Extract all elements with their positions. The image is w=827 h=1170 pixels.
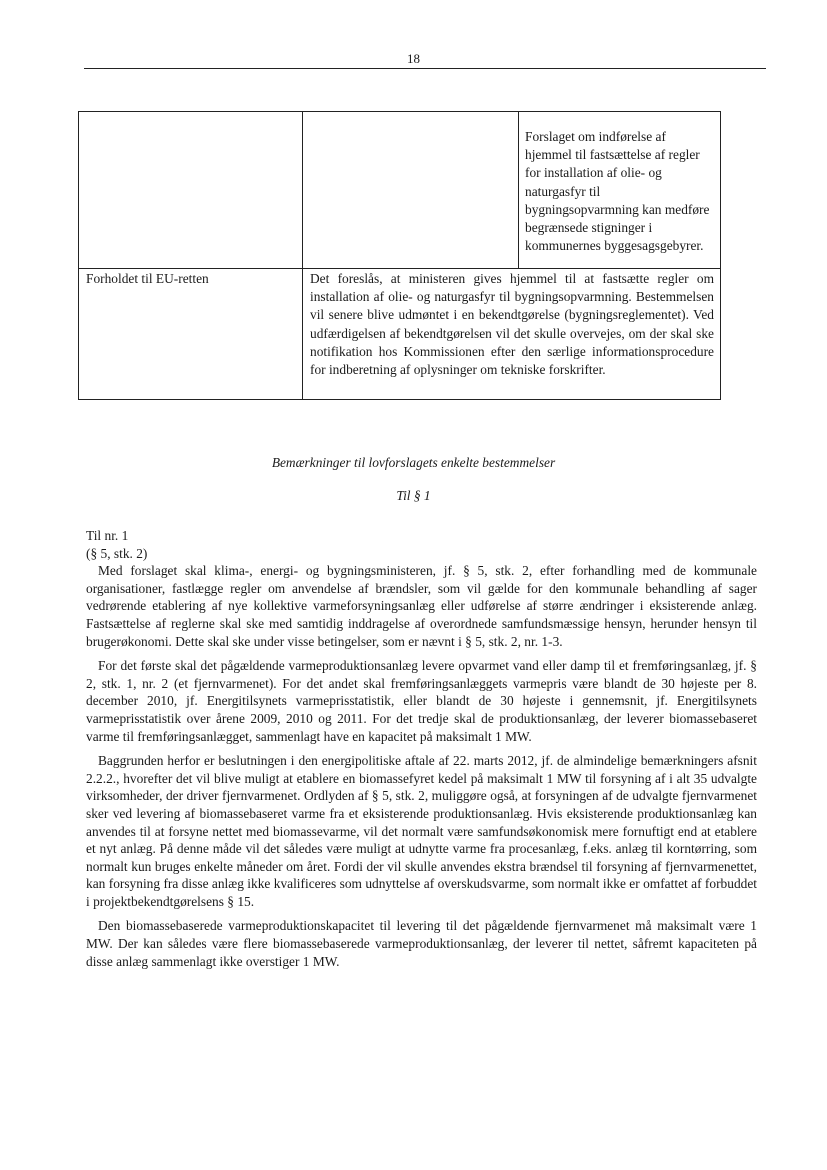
- table-cell: [303, 269, 721, 400]
- impact-table: [78, 111, 721, 400]
- cell-text-eu-law: Det foreslås, at ministeren gives hjemmel til at fastsætte regler om installation af olie- og naturgasfyr til bygningsopvarmning. Bestemmelsen vil senere blive udmøntet i en bekendtgørelse (bygningsreglementet). Ved udfærdigelsen af bekendtgørelsen vil det skulle overvejes, om der skal ske notifikation hos Kommissionen efter den særlige informationsprocedure for indberetning af oplysninger om tekniske forskrifter.: [310, 271, 714, 378]
- header-rule: [84, 68, 766, 69]
- paragraph: For det første skal det pågældende varmeproduktionsanlæg levere opvarmet vand eller damp til et fremføringsanlæg, jf. § 2, stk. 1, nr. 2 (et fjernvarmenet). For det andet skal fremføringsanlæggets varmepris være blandt de 30 højeste per 8. december 2010, jf. Energitilsynets varmeprisstatistik, eller blandt de 30 højeste i gennemsnit, jf. Energitilsynets varmeprisstatistik over årene 2009, 2010 og 2011. For det tredje skal de produktionsanlæg, der leverer biomassebaseret varme til fremføringsanlægget, sammenlagt have en kapacitet på maksimalt 1 MW.: [86, 658, 757, 744]
- paragraph: Baggrunden herfor er beslutningen i den energipolitiske aftale af 22. marts 2012, jf. de almindelige bemærkningers afsnit 2.2.2., hvorefter det vil blive muligt at etablere en biomassefyret kedel på maksimalt 1 MW til forsyning af i alt 35 udvalgte virksomheder, der driver fjernvarmenet. Ordlyden af § 5, stk. 2, muliggøre også, at forsyningen af de udvalgte fjernvarmenet sker ved levering af biomassebaseret varme fra et eksisterende produktionsanlæg. Hvis eksisterende produktionsanlæg kan anvendes til at forsyne nettet med biomassevarme, vil det normalt være samfundsøkonomisk mere fornuftigt end at etablere et nyt anlæg. På denne måde vil det således være muligt at udnytte varme fra procesanlæg, f.eks. anlæg til korntørring, som normalt kun bruges enkelte måneder om året. Fordi der vil skulle anvendes ekstra brændsel til forsyning af fjernvarmenettet, kan forsyning fra disse anlæg ikke kvalificeres som udnyttelse af overskudsvarme, som normalt ikke er omfattet af forbuddet i projektbekendtgørelsens § 15.: [86, 753, 757, 909]
- table-cell: [79, 112, 303, 269]
- paragraph: Med forslaget skal klima-, energi- og bygningsministeren, jf. § 5, stk. 2, efter forhandling med de kommunale organisationer, fastlægge regler om anvendelse af brændsler, som vil gælde for den kommunale behandling af sager vedrørende etablering af nye kollektive varmeforsyningsanlæg eller udførelse af større ændringer i eksisterende anlæg. Fastsættelse af reglerne skal ske med samtidig inddragelse af overordnede samfundsmæssige hensyn, herunder hensyn til brugerøkonomi. Dette skal ske under visse betingelser, som er nævnt i § 5, stk. 2, nr. 1-3.: [86, 563, 757, 649]
- item-reference: (§ 5, stk. 2): [86, 545, 148, 561]
- section-subtitle: Til § 1: [396, 488, 431, 503]
- cell-text-municipal-fees: Forslaget om indførelse af hjemmel til fastsættelse af regler for installation af olie- og naturgasfyr til bygningsopvarmning kan medføre begrænsede stigninger i kommunernes byggesagsgebyrer.: [525, 129, 710, 254]
- paragraph: Den biomassebaserede varmeproduktionskapacitet til levering til det pågældende fjernvarmenet må maksimalt være 1 MW. Der kan således være flere biomassebaserede varmeproduktionsanlæg, der leverer til nettet, såfremt kapaciteten på disse anlæg sammenlagt ikke overstiger 1 MW.: [86, 918, 757, 969]
- table-row: [79, 112, 721, 269]
- row-label-eu-law: Forholdet til EU-retten: [86, 271, 209, 286]
- table-cell: [79, 269, 303, 400]
- body-text: [86, 527, 757, 970]
- page-number: 18: [407, 51, 420, 66]
- table-cell: [303, 112, 519, 269]
- table-cell: [519, 112, 721, 269]
- section-title: Bemærkninger til lovforslagets enkelte bestemmelser: [271, 455, 556, 470]
- table-row: [79, 269, 721, 400]
- item-number: Til nr. 1: [86, 528, 129, 543]
